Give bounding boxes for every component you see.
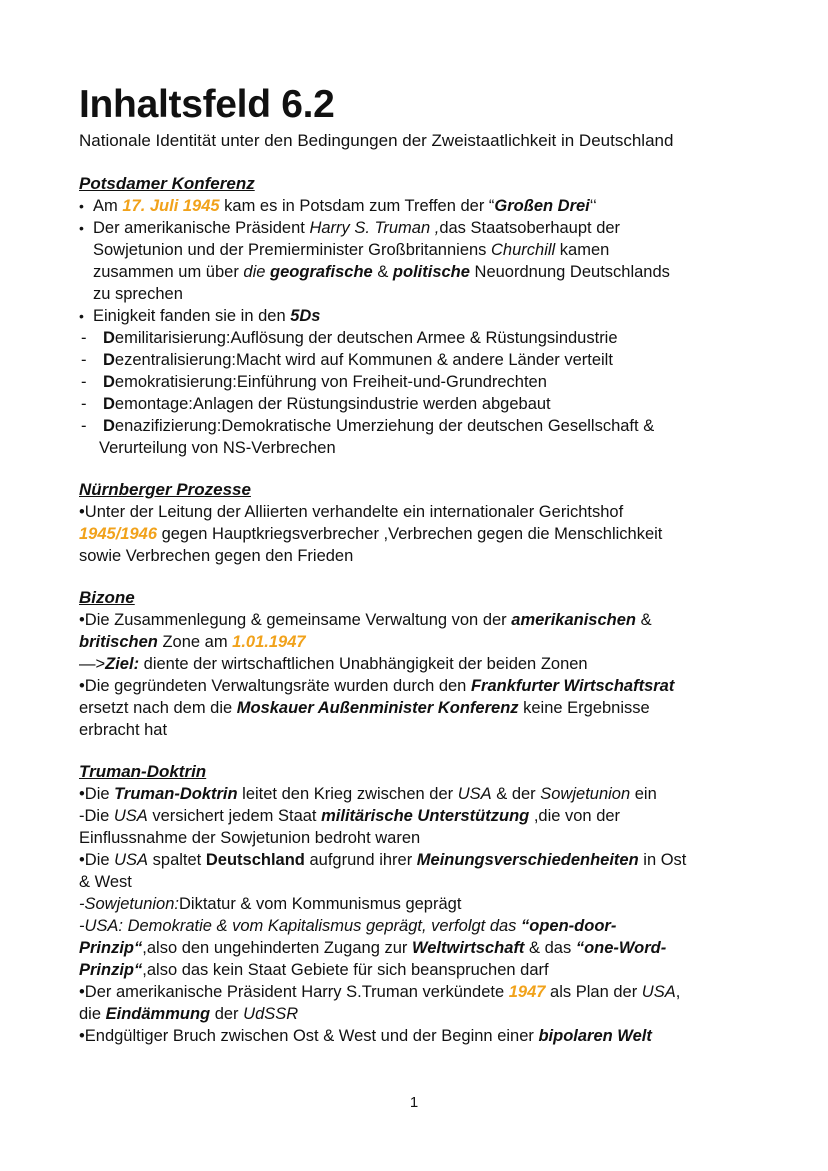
text: die (79, 1005, 106, 1023)
text-line (79, 893, 759, 915)
text-line: & West (79, 873, 132, 891)
dash-item (79, 393, 759, 415)
page-number: 1 (409, 1094, 419, 1111)
initial-letter: D (103, 329, 115, 347)
page-title: Inhaltsfeld 6.2 (79, 83, 335, 126)
key-term: Deutschland (205, 851, 305, 869)
initial-letter: D (103, 417, 115, 435)
key-term: bipolaren Welt (538, 1027, 652, 1045)
text: als Plan der (545, 983, 642, 1001)
text: & das (524, 939, 576, 957)
text: & der (491, 785, 541, 803)
key-term: Meinungsverschiedenheiten (416, 851, 639, 869)
section-bizone (79, 587, 759, 741)
text: & (372, 263, 393, 281)
text-line (79, 937, 759, 959)
section-heading: Bizone (79, 588, 135, 607)
text: Der amerikanische Präsident (93, 219, 310, 237)
document-page (79, 82, 759, 1047)
text-line (79, 653, 759, 675)
text: kam es in Potsdam zum Treffen der “ (219, 197, 495, 215)
text: das Staatsoberhaupt der (439, 219, 621, 237)
text: Sowjetunion und der Premierminister Großbritanniens (93, 241, 492, 259)
text: die (243, 263, 266, 281)
text: Am (93, 197, 123, 215)
text: gegen Hauptkriegsverbrecher ,Verbrechen gegen die Menschlichkeit (157, 525, 663, 543)
key-term: geografische (270, 263, 373, 281)
text: UdSSR (243, 1005, 299, 1023)
text: in Ost (638, 851, 687, 869)
text: USA (113, 807, 148, 825)
page-subtitle: Nationale Identität unter den Bedingungen der Zweistaatlichkeit in Deutschland (79, 131, 674, 150)
bullet-item (79, 217, 759, 239)
text: der (210, 1005, 244, 1023)
key-term: Moskauer Außenminister Konferenz (236, 699, 519, 717)
text: kamen (555, 241, 610, 259)
key-term: britischen (79, 633, 158, 651)
initial-letter: D (103, 373, 115, 391)
bullet-continuation (79, 261, 759, 283)
initial-letter: D (103, 395, 115, 413)
section-truman (79, 761, 759, 1047)
text: , (675, 983, 681, 1001)
key-term: Prinzip“ (79, 939, 143, 957)
text: ein (630, 785, 657, 803)
text: USA (641, 983, 676, 1001)
text-line (79, 805, 759, 827)
text: -Sowjetunion: (79, 895, 179, 913)
text: Neuordnung Deutschlands (469, 263, 670, 281)
section-potsdam (79, 173, 759, 459)
text: Zone am (157, 633, 233, 651)
highlight-date: 1947 (508, 983, 546, 1001)
section-heading: Truman-Doktrin (79, 762, 207, 781)
text-line (79, 609, 759, 631)
text-line (79, 675, 759, 697)
text: Einigkeit fanden sie in den (93, 307, 291, 325)
text: zusammen um über (93, 263, 244, 281)
text-line (79, 783, 759, 805)
text: ersetzt nach dem die (79, 699, 237, 717)
text: ,also den ungehinderten Zugang zur (142, 939, 412, 957)
key-term: Frankfurter Wirtschaftsrat (470, 677, 675, 695)
key-term: Prinzip“ (79, 961, 143, 979)
key-term: 5Ds (290, 307, 321, 325)
text: •Die (79, 851, 115, 869)
text-line (79, 1003, 759, 1025)
text: keine Ergebnisse (518, 699, 650, 717)
key-term: Eindämmung (105, 1005, 211, 1023)
text: enazifizierung:Demokratische Umerziehung der deutschen Gesellschaft & (114, 417, 655, 435)
text-line: •Unter der Leitung der Alliierten verhandelte ein internationaler Gerichtshof (79, 503, 624, 521)
bullet-continuation (79, 239, 759, 261)
key-term: militärische Unterstützung (321, 807, 530, 825)
text: •Die Zusammenlegung & gemeinsame Verwaltung von der (79, 611, 512, 629)
text: Sowjetunion (540, 785, 631, 803)
text: •Die gegründeten Verwaltungsräte wurden durch den (79, 677, 471, 695)
dash-item (79, 349, 759, 371)
key-term: “one-Word- (575, 939, 667, 957)
text-line (79, 981, 759, 1003)
dash-item (79, 327, 759, 349)
text-line (79, 631, 759, 653)
text-line: Einflussnahme der Sowjetunion bedroht waren (79, 829, 421, 847)
text: USA (114, 851, 149, 869)
dash-continuation: Verurteilung von NS-Verbrechen (99, 439, 336, 457)
text: ‘‘ (589, 197, 597, 215)
text-line: erbracht hat (79, 721, 168, 739)
text: •Der amerikanische Präsident Harry S.Truman verkündete (79, 983, 509, 1001)
key-term: “open-door- (521, 917, 617, 935)
key-term: Weltwirtschaft (411, 939, 525, 957)
text: leitet den Krieg zwischen der (237, 785, 458, 803)
text: Harry S. Truman , (309, 219, 440, 237)
text: aufgrund ihrer (304, 851, 417, 869)
text: emilitarisierung:Auflösung der deutschen Armee & Rüstungsindustrie (114, 329, 618, 347)
bullet-item (79, 305, 759, 327)
text-line: sowie Verbrechen gegen den Frieden (79, 547, 354, 565)
text: emokratisierung:Einführung von Freiheit-und-Grundrechten (114, 373, 547, 391)
arrow-text: —> (79, 655, 106, 673)
text-line (79, 697, 759, 719)
highlight-date: 1945/1946 (79, 525, 157, 543)
section-heading: Nürnberger Prozesse (79, 480, 251, 499)
text: -Die (79, 807, 114, 825)
key-term: Ziel: (105, 655, 140, 673)
key-term: politische (392, 263, 470, 281)
highlight-date: 17. Juli 1945 (122, 197, 220, 215)
text-line (79, 523, 759, 545)
bullet-item (79, 195, 759, 217)
key-term: Truman-Doktrin (114, 785, 238, 803)
dash-item (79, 371, 759, 393)
text-line (79, 849, 759, 871)
text: •Die (79, 785, 115, 803)
initial-letter: D (103, 351, 115, 369)
key-term: Großen Drei (494, 197, 590, 215)
text: spaltet (148, 851, 206, 869)
text: diente der wirtschaftlichen Unabhängigkeit der beiden Zonen (139, 655, 588, 673)
text: Diktatur & vom Kommunismus geprägt (178, 895, 462, 913)
text: USA (457, 785, 492, 803)
text: ezentralisierung:Macht wird auf Kommunen & andere Länder verteilt (114, 351, 613, 369)
section-nuernberg (79, 479, 759, 567)
text: •Endgültiger Bruch zwischen Ost & West und der Beginn einer (79, 1027, 539, 1045)
text: Churchill (491, 241, 556, 259)
text: emontage:Anlagen der Rüstungsindustrie werden abgebaut (114, 395, 551, 413)
text: -USA: Demokratie & vom Kapitalismus geprägt, verfolgt das (79, 917, 522, 935)
highlight-date: 1.01.1947 (232, 633, 306, 651)
text-line (79, 959, 759, 981)
text: versichert jedem Staat (147, 807, 322, 825)
text: ,also das kein Staat Gebiete für sich beanspruchen darf (142, 961, 549, 979)
bullet-continuation: zu sprechen (93, 285, 183, 303)
key-term: amerikanischen (511, 611, 636, 629)
text-line (79, 1025, 759, 1047)
text: ,die von der (529, 807, 621, 825)
text-line (79, 915, 759, 937)
text: & (636, 611, 652, 629)
section-heading: Potsdamer Konferenz (79, 174, 255, 193)
dash-item (79, 415, 759, 437)
